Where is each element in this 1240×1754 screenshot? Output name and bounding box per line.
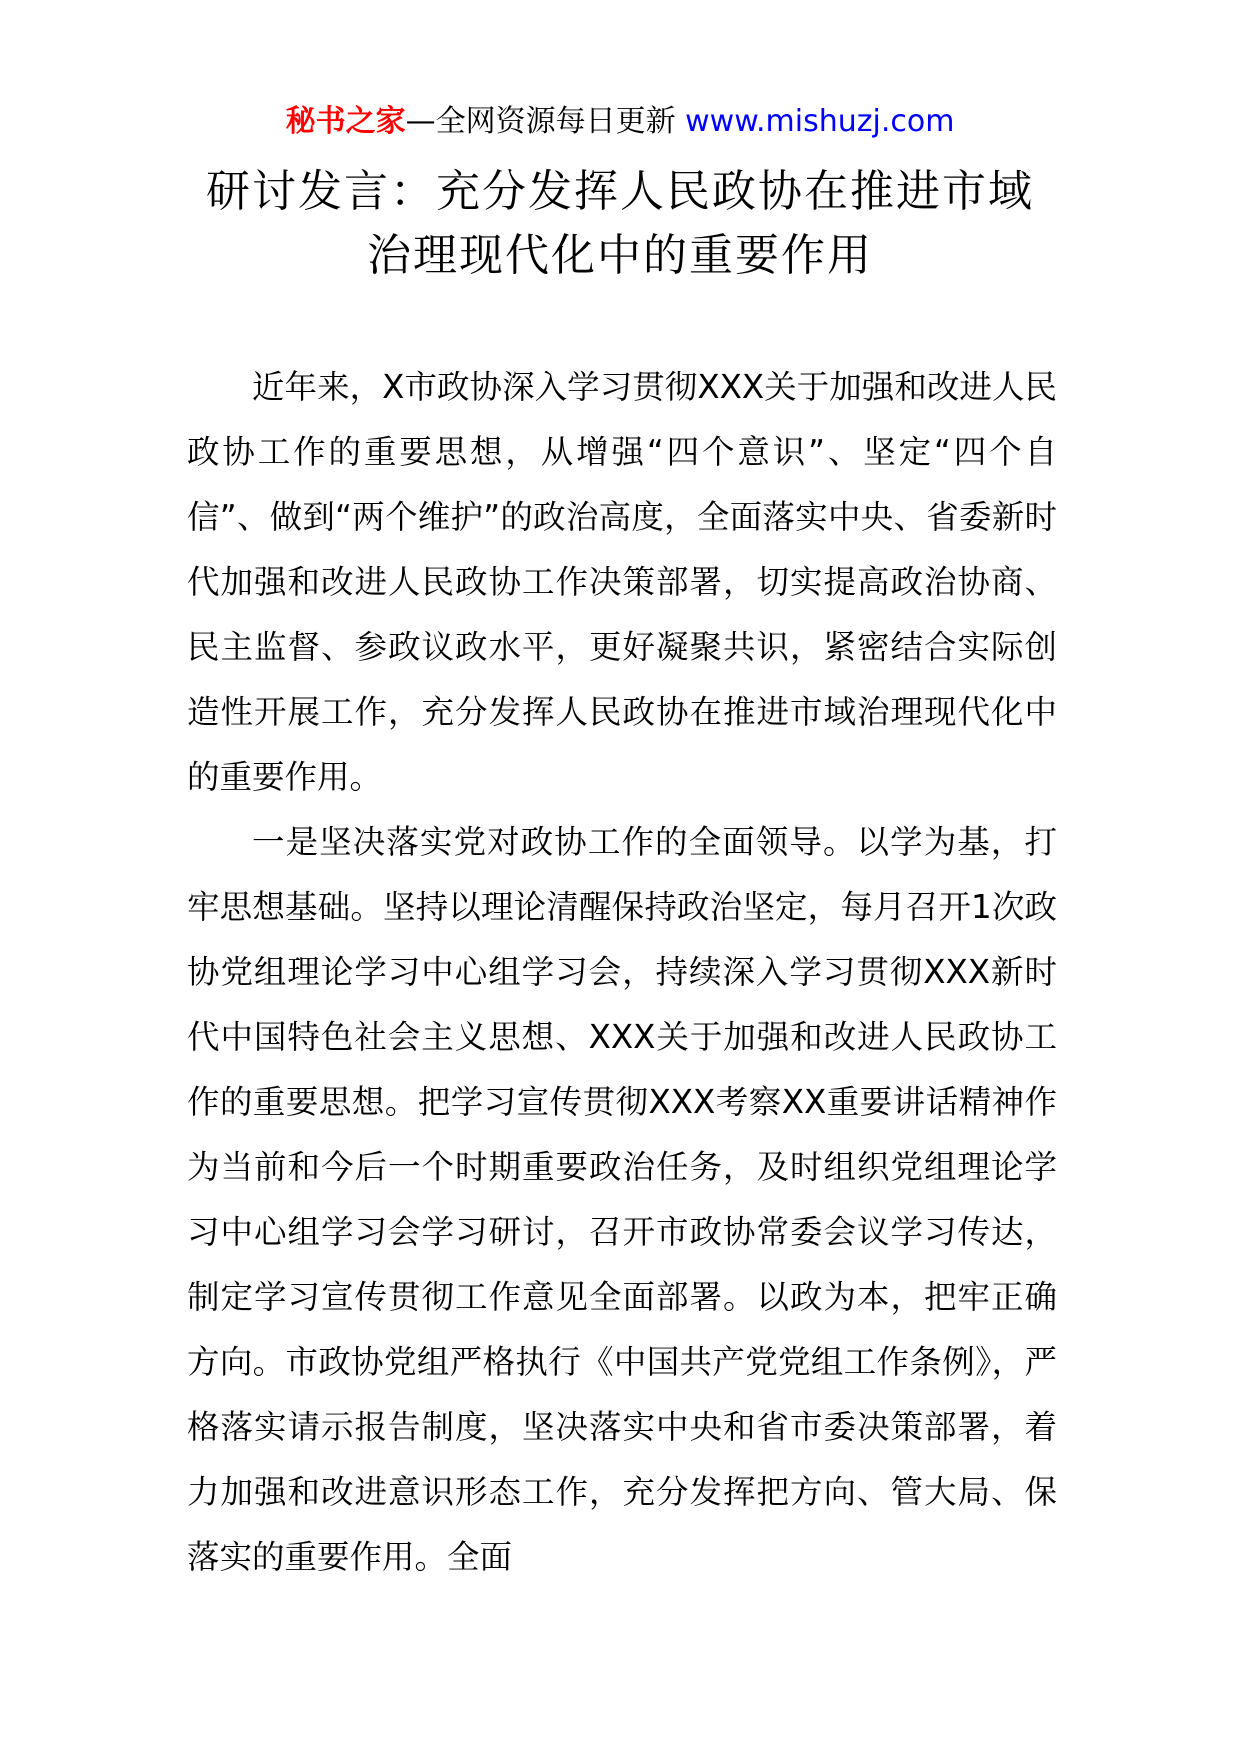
site-header [0, 102, 1240, 142]
paragraph-intro: 近年来，X市政协深入学习贯彻XXX关于加强和改进人民政协工作的重要思想，从增强“四个意识”、坚定“四个自信”、做到“两个维护”的政治高度，全面落实中央、省委新时代加强和改进人民政协工作决策部署，切实提高政治协商、民主监督、参政议政水平，更好凝聚共识，紧密结合实际创造性开展工作，充分发挥人民政协在推进市域治理现代化中的重要作用。 [187, 368, 1057, 796]
document-body [187, 355, 1057, 1590]
brand-name: 秘书之家 [285, 104, 406, 139]
header-tagline: —全网资源每日更新 [405, 104, 686, 139]
title-line-2: 治理现代化中的重要作用 [367, 230, 873, 281]
site-url-link[interactable]: www.mishuzj.com [685, 104, 955, 139]
document-title [150, 160, 1090, 288]
title-line-1: 研讨发言：充分发挥人民政协在推进市域 [206, 166, 1034, 217]
paragraph-point-one: 一是坚决落实党对政协工作的全面领导。以学为基，打牢思想基础。坚持以理论清醒保持政治坚定，每月召开1次政协党组理论学习中心组学习会，持续深入学习贯彻XXX新时代中国特色社会主义思想、XXX关于加强和改进人民政协工作的重要思想。把学习宣传贯彻XXX考察XX重要讲话精神作为当前和今后一个时期重要政治任务，及时组织党组理论学习中心组学习会学习研讨，召开市政协常委会议学习传达，制定学习宣传贯彻工作意见全面部署。以政为本，把牢正确方向。市政协党组严格执行《中国共产党党组工作条例》，严格落实请示报告制度，坚决落实中央和省市委决策部署，着力加强和改进意识形态工作，充分发挥把方向、管大局、保落实的重要作用。全面 [187, 823, 1057, 1576]
